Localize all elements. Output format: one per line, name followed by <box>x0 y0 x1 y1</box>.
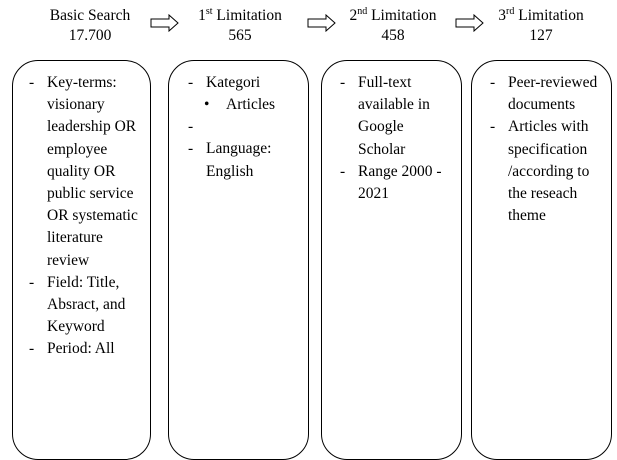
basic-search-criteria <box>47 72 145 361</box>
stage-title-text: Basic Search <box>49 7 131 24</box>
criteria-item: - Range 2000 - 2021 <box>358 161 454 205</box>
stage-count: 17.700 <box>68 27 112 44</box>
second-limitation-criteria <box>358 72 454 205</box>
stage-count: 127 <box>529 27 553 44</box>
criteria-list <box>358 72 454 205</box>
first-limitation-criteria <box>206 72 306 183</box>
stage-ordinal: 1 <box>198 7 206 24</box>
stage-ordinal: 3 <box>498 7 507 24</box>
stage-title-second-limitation <box>333 6 453 46</box>
arrow-right-icon <box>455 14 485 32</box>
third-limitation-criteria <box>508 72 606 227</box>
criteria-item: - Language: English <box>206 138 306 182</box>
criteria-item: - Key-terms: visionary leadership OR employee quality OR public service OR systematic literature review <box>47 72 145 272</box>
criteria-list <box>508 72 606 227</box>
stage-title-text: Limitation <box>514 7 584 24</box>
list-spacer <box>206 116 306 138</box>
criteria-item: - Field: Title, Absract, and Keyword <box>47 272 145 339</box>
stage-title-third-limitation <box>481 6 601 46</box>
stage-title-first-limitation <box>180 6 300 46</box>
criteria-list <box>47 72 145 361</box>
stage-title-text: Limitation <box>212 7 282 24</box>
stage-title-text: Limitation <box>367 7 437 24</box>
criteria-item: - Articles with specification /according to the reseach theme <box>508 116 606 227</box>
criteria-item: - Period: All <box>47 338 145 360</box>
criteria-list <box>206 72 306 183</box>
criteria-subitem: • Articles <box>226 94 306 116</box>
criteria-item <box>206 72 306 116</box>
arrow-right-icon <box>307 14 337 32</box>
stage-ordinal-suffix: nd <box>357 5 368 17</box>
stage-title-basic-search <box>30 6 150 46</box>
stage-ordinal-suffix: st <box>205 5 213 17</box>
stage-ordinal: 2 <box>349 7 358 24</box>
arrow-right-icon <box>150 14 180 32</box>
stage-ordinal-suffix: rd <box>506 5 515 17</box>
criteria-item: - Full-text available in Google Scholar <box>358 72 454 161</box>
criteria-item: - Peer-reviewed documents <box>508 72 606 116</box>
stage-count: 458 <box>381 27 405 44</box>
criteria-sublist <box>226 94 306 116</box>
stage-count: 565 <box>228 27 252 44</box>
criteria-item-label: Kategori <box>206 74 261 91</box>
